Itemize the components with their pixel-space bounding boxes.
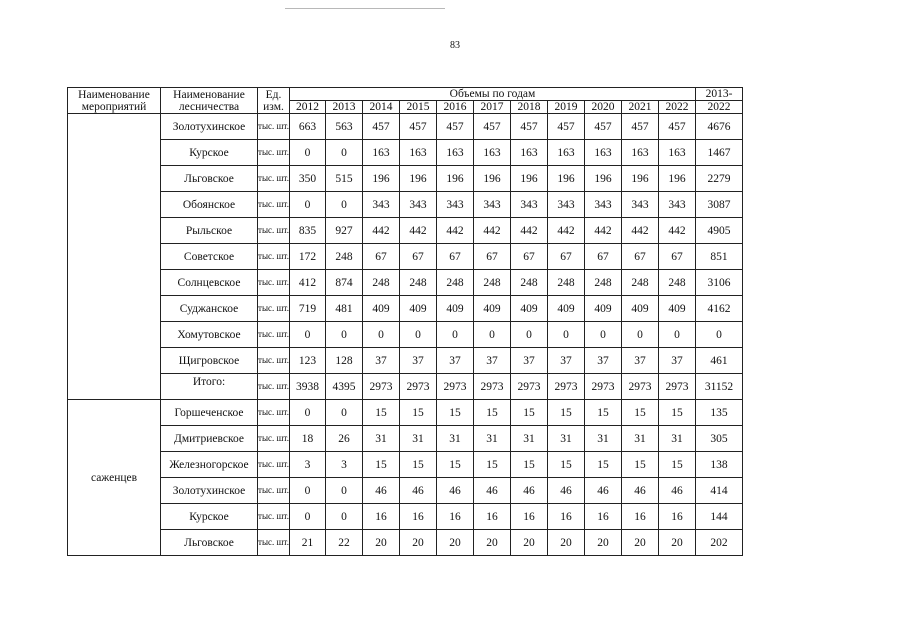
row-total-cell: 461 [696,348,743,374]
value-cell: 0 [437,322,474,348]
value-cell: 196 [622,166,659,192]
value-cell: 343 [437,192,474,218]
table-row [68,140,743,166]
forestry-name: Советское [161,244,258,270]
value-cell: 563 [326,114,363,140]
value-cell: 409 [474,296,511,322]
value-cell: 31 [622,426,659,452]
value-cell: 196 [474,166,511,192]
value-cell: 15 [659,400,696,426]
unit-cell: тыс. шт. [258,218,290,244]
value-cell: 442 [548,218,585,244]
value-cell: 37 [437,348,474,374]
value-cell: 343 [474,192,511,218]
value-cell: 67 [437,244,474,270]
forestry-name: Рыльское [161,218,258,244]
value-cell: 37 [622,348,659,374]
forestry-name: Дмитриевское [161,426,258,452]
row-total-cell: 31152 [696,374,743,400]
value-cell: 3938 [290,374,326,400]
value-cell: 0 [363,322,400,348]
value-cell: 663 [290,114,326,140]
value-cell: 409 [511,296,548,322]
value-cell: 20 [474,530,511,556]
value-cell: 46 [622,478,659,504]
value-cell: 15 [585,452,622,478]
value-cell: 37 [474,348,511,374]
value-cell: 163 [474,140,511,166]
forestry-name: Солнцевское [161,270,258,296]
value-cell: 343 [400,192,437,218]
value-cell: 123 [290,348,326,374]
value-cell: 37 [363,348,400,374]
header-row-1 [68,88,743,101]
unit-cell: тыс. шт. [258,530,290,556]
unit-cell: тыс. шт. [258,192,290,218]
row-total-cell: 4162 [696,296,743,322]
value-cell: 442 [363,218,400,244]
value-cell: 31 [548,426,585,452]
value-cell: 248 [437,270,474,296]
value-cell: 31 [400,426,437,452]
value-cell: 67 [400,244,437,270]
activity-cell-section-a [68,114,161,400]
value-cell: 20 [400,530,437,556]
value-cell: 31 [511,426,548,452]
value-cell: 20 [548,530,585,556]
value-cell: 409 [585,296,622,322]
value-cell: 409 [548,296,585,322]
value-cell: 16 [363,504,400,530]
row-total-cell: 138 [696,452,743,478]
value-cell: 196 [511,166,548,192]
value-cell: 196 [659,166,696,192]
value-cell: 248 [659,270,696,296]
value-cell: 2973 [363,374,400,400]
value-cell: 15 [474,452,511,478]
value-cell: 0 [326,322,363,348]
value-cell: 343 [622,192,659,218]
header-year: 2019 [548,101,585,114]
value-cell: 719 [290,296,326,322]
value-cell: 0 [290,504,326,530]
value-cell: 0 [622,322,659,348]
unit-cell: тыс. шт. [258,452,290,478]
value-cell: 67 [585,244,622,270]
value-cell: 163 [437,140,474,166]
value-cell: 16 [400,504,437,530]
row-total-cell: 144 [696,504,743,530]
value-cell: 37 [400,348,437,374]
value-cell: 457 [437,114,474,140]
value-cell: 457 [585,114,622,140]
value-cell: 350 [290,166,326,192]
row-total-cell: 4676 [696,114,743,140]
table-row [68,296,743,322]
value-cell: 409 [622,296,659,322]
value-cell: 15 [622,452,659,478]
value-cell: 343 [585,192,622,218]
value-cell: 67 [511,244,548,270]
value-cell: 248 [474,270,511,296]
value-cell: 457 [474,114,511,140]
value-cell: 3 [290,452,326,478]
value-cell: 409 [363,296,400,322]
value-cell: 15 [548,400,585,426]
value-cell: 20 [585,530,622,556]
row-total-cell: 202 [696,530,743,556]
unit-cell: тыс. шт. [258,244,290,270]
value-cell: 31 [659,426,696,452]
value-cell: 31 [363,426,400,452]
table-row [68,400,743,426]
value-cell: 2973 [400,374,437,400]
table-row [68,322,743,348]
value-cell: 442 [511,218,548,244]
unit-cell: тыс. шт. [258,114,290,140]
row-total-cell: 851 [696,244,743,270]
value-cell: 20 [622,530,659,556]
value-cell: 196 [400,166,437,192]
value-cell: 0 [326,504,363,530]
header-year: 2014 [363,101,400,114]
value-cell: 0 [290,192,326,218]
header-year: 2021 [622,101,659,114]
header-total-line1: 2013- [696,88,743,101]
value-cell: 0 [290,322,326,348]
value-cell: 16 [585,504,622,530]
value-cell: 927 [326,218,363,244]
value-cell: 2973 [548,374,585,400]
value-cell: 4395 [326,374,363,400]
row-total-cell: 414 [696,478,743,504]
forestry-name: Льговское [161,530,258,556]
value-cell: 248 [511,270,548,296]
value-cell: 163 [511,140,548,166]
value-cell: 67 [659,244,696,270]
row-total-cell: 0 [696,322,743,348]
forestry-name: Льговское [161,166,258,192]
value-cell: 442 [400,218,437,244]
value-cell: 15 [511,400,548,426]
header-year: 2016 [437,101,474,114]
value-cell: 0 [326,192,363,218]
value-cell: 16 [548,504,585,530]
unit-cell: тыс. шт. [258,322,290,348]
value-cell: 343 [363,192,400,218]
value-cell: 0 [326,478,363,504]
value-cell: 15 [585,400,622,426]
value-cell: 0 [290,400,326,426]
table-row [68,166,743,192]
unit-cell: тыс. шт. [258,374,290,400]
value-cell: 457 [659,114,696,140]
value-cell: 343 [548,192,585,218]
value-cell: 442 [585,218,622,244]
value-cell: 15 [363,452,400,478]
row-total-cell: 1467 [696,140,743,166]
row-total-cell: 4905 [696,218,743,244]
row-total-cell: 135 [696,400,743,426]
value-cell: 46 [659,478,696,504]
value-cell: 15 [511,452,548,478]
total-label: Итого: [161,374,258,400]
unit-cell: тыс. шт. [258,504,290,530]
value-cell: 15 [548,452,585,478]
value-cell: 0 [290,478,326,504]
unit-cell: тыс. шт. [258,140,290,166]
value-cell: 16 [474,504,511,530]
value-cell: 412 [290,270,326,296]
value-cell: 20 [659,530,696,556]
forestry-name: Железногорское [161,452,258,478]
value-cell: 16 [511,504,548,530]
forestry-name: Суджанское [161,296,258,322]
value-cell: 16 [437,504,474,530]
value-cell: 20 [437,530,474,556]
header-activity: Наименование мероприятий [68,88,161,114]
header-year: 2015 [400,101,437,114]
header-year: 2017 [474,101,511,114]
value-cell: 409 [659,296,696,322]
table-row [68,218,743,244]
header-total-line2: 2022 [696,101,743,114]
value-cell: 3 [326,452,363,478]
value-cell: 248 [585,270,622,296]
value-cell: 163 [363,140,400,166]
forestry-name: Горшеченское [161,400,258,426]
total-row [68,374,743,400]
table-row [68,530,743,556]
value-cell: 16 [622,504,659,530]
forestry-name: Курское [161,504,258,530]
value-cell: 196 [585,166,622,192]
value-cell: 18 [290,426,326,452]
value-cell: 442 [659,218,696,244]
value-cell: 46 [437,478,474,504]
value-cell: 196 [363,166,400,192]
value-cell: 2973 [659,374,696,400]
value-cell: 31 [474,426,511,452]
value-cell: 163 [548,140,585,166]
forestry-name: Золотухинское [161,114,258,140]
value-cell: 163 [400,140,437,166]
header-years-group: Объемы по годам [290,88,696,101]
value-cell: 67 [474,244,511,270]
table-row [68,426,743,452]
value-cell: 0 [548,322,585,348]
value-cell: 2973 [511,374,548,400]
unit-cell: тыс. шт. [258,426,290,452]
table-row [68,348,743,374]
value-cell: 67 [548,244,585,270]
value-cell: 457 [548,114,585,140]
value-cell: 0 [474,322,511,348]
value-cell: 21 [290,530,326,556]
table-row [68,192,743,218]
header-unit: Ед. изм. [258,88,290,114]
header-year: 2012 [290,101,326,114]
value-cell: 15 [659,452,696,478]
row-total-cell: 2279 [696,166,743,192]
value-cell: 46 [585,478,622,504]
unit-cell: тыс. шт. [258,270,290,296]
value-cell: 457 [400,114,437,140]
value-cell: 2973 [622,374,659,400]
value-cell: 163 [585,140,622,166]
value-cell: 15 [474,400,511,426]
unit-cell: тыс. шт. [258,166,290,192]
value-cell: 67 [363,244,400,270]
unit-cell: тыс. шт. [258,400,290,426]
table-row [68,270,743,296]
value-cell: 22 [326,530,363,556]
value-cell: 409 [437,296,474,322]
value-cell: 0 [511,322,548,348]
value-cell: 196 [437,166,474,192]
value-cell: 15 [622,400,659,426]
value-cell: 2973 [474,374,511,400]
value-cell: 0 [326,140,363,166]
value-cell: 20 [363,530,400,556]
value-cell: 0 [659,322,696,348]
value-cell: 46 [548,478,585,504]
row-total-cell: 3087 [696,192,743,218]
value-cell: 15 [400,452,437,478]
value-cell: 67 [622,244,659,270]
value-cell: 0 [585,322,622,348]
value-cell: 409 [400,296,437,322]
forestry-name: Курское [161,140,258,166]
value-cell: 20 [511,530,548,556]
value-cell: 163 [659,140,696,166]
header-forestry: Наименование лесничества [161,88,258,114]
value-cell: 37 [659,348,696,374]
table-row [68,478,743,504]
value-cell: 128 [326,348,363,374]
table-row [68,114,743,140]
value-cell: 0 [400,322,437,348]
value-cell: 46 [400,478,437,504]
unit-cell: тыс. шт. [258,348,290,374]
forestry-name: Щигровское [161,348,258,374]
value-cell: 37 [511,348,548,374]
value-cell: 457 [622,114,659,140]
forestry-name: Обоянское [161,192,258,218]
value-cell: 196 [548,166,585,192]
value-cell: 248 [400,270,437,296]
value-cell: 515 [326,166,363,192]
value-cell: 15 [400,400,437,426]
value-cell: 0 [290,140,326,166]
value-cell: 442 [437,218,474,244]
value-cell: 15 [437,452,474,478]
header-year: 2022 [659,101,696,114]
value-cell: 16 [659,504,696,530]
activity-cell-section-b: саженцев [68,400,161,556]
header-year: 2018 [511,101,548,114]
value-cell: 2973 [437,374,474,400]
unit-cell: тыс. шт. [258,296,290,322]
value-cell: 172 [290,244,326,270]
value-cell: 457 [363,114,400,140]
header-year: 2013 [326,101,363,114]
value-cell: 163 [622,140,659,166]
value-cell: 31 [437,426,474,452]
value-cell: 2973 [585,374,622,400]
table-row [68,452,743,478]
forestry-name: Хомутовское [161,322,258,348]
value-cell: 15 [363,400,400,426]
value-cell: 46 [363,478,400,504]
page-number: 83 [450,40,460,51]
value-cell: 26 [326,426,363,452]
value-cell: 46 [474,478,511,504]
value-cell: 248 [363,270,400,296]
value-cell: 31 [585,426,622,452]
value-cell: 15 [437,400,474,426]
value-cell: 835 [290,218,326,244]
value-cell: 481 [326,296,363,322]
value-cell: 37 [548,348,585,374]
value-cell: 874 [326,270,363,296]
value-cell: 37 [585,348,622,374]
forestry-name: Золотухинское [161,478,258,504]
scan-top-line [285,8,445,9]
value-cell: 248 [548,270,585,296]
value-cell: 0 [326,400,363,426]
value-cell: 343 [511,192,548,218]
value-cell: 442 [474,218,511,244]
table-row [68,504,743,530]
row-total-cell: 3106 [696,270,743,296]
header-year: 2020 [585,101,622,114]
value-cell: 442 [622,218,659,244]
row-total-cell: 305 [696,426,743,452]
value-cell: 46 [511,478,548,504]
unit-cell: тыс. шт. [258,478,290,504]
value-cell: 248 [326,244,363,270]
value-cell: 457 [511,114,548,140]
value-cell: 248 [622,270,659,296]
value-cell: 343 [659,192,696,218]
volumes-table [67,87,743,556]
table-row [68,244,743,270]
